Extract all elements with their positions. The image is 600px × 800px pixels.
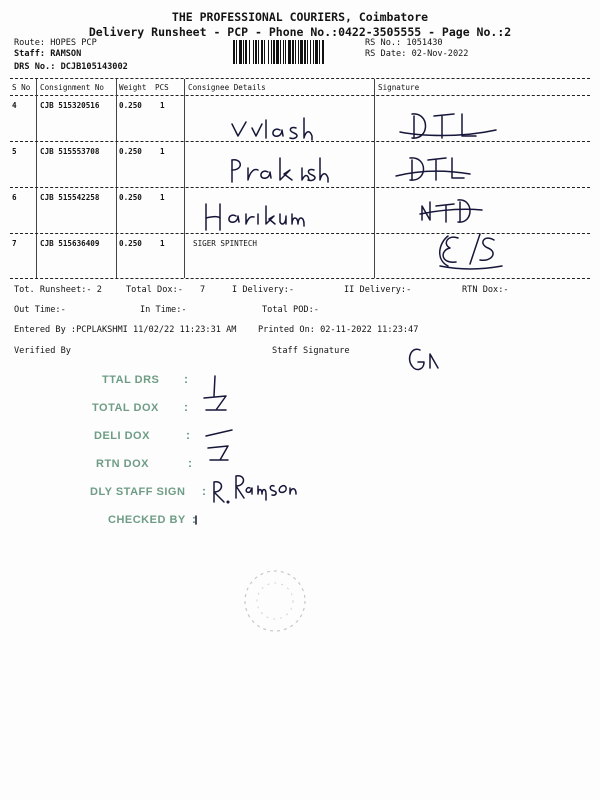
col-header-weight: Weight (119, 83, 147, 92)
stamp-value-total-dox (204, 396, 226, 410)
row-sno: 7 (12, 239, 17, 248)
row-sno: 6 (12, 193, 17, 202)
row-weight: 0.250 (119, 147, 142, 156)
out-time: Out Time:- (14, 305, 66, 315)
total-runsheet: Tot. Runsheet:- 2 (14, 285, 102, 295)
rs-date: RS Date: 02-Nov-2022 (365, 49, 469, 59)
ii-delivery: II Delivery:- (344, 285, 412, 295)
stamp-label-staff-sign: DLY STAFF SIGN (90, 486, 186, 498)
rtn-dox: RTN Dox:- (462, 285, 509, 295)
stamp-label-total-dox: TOTAL DOX (92, 402, 159, 414)
total-dox-value: 7 (200, 285, 206, 295)
col-header-consignment: Consignment No (40, 83, 105, 92)
staff-label: Staff: RAMSON (14, 49, 82, 59)
row-pcs: 1 (160, 239, 165, 248)
drs-number: DRS No.: DCJB105143002 (14, 62, 128, 72)
row-pcs: 1 (160, 193, 165, 202)
row-sno: 5 (12, 147, 17, 156)
verified-by: Verified By (14, 346, 71, 356)
total-dox-label: Total Dox:- (126, 285, 183, 295)
col-header-pcs: PCS (155, 83, 169, 92)
document-title: THE PROFESSIONAL COURIERS, Coimbatore (171, 10, 429, 24)
row-consignee: SIGER SPINTECH (193, 239, 258, 248)
row-weight: 0.250 (119, 239, 142, 248)
stamp-label-checked-by: CHECKED BY (108, 514, 186, 526)
row-consignment: CJB 515553708 (40, 147, 100, 156)
row-consignment: CJB 515636409 (40, 239, 100, 248)
row-sno: 4 (12, 101, 17, 110)
staff-signature-label: Staff Signature (272, 346, 350, 356)
total-pod: Total POD:- (262, 305, 319, 315)
in-time: In Time:- (140, 305, 187, 315)
row-pcs: 1 (160, 147, 165, 156)
i-delivery: I Delivery:- (232, 285, 295, 295)
stamp-value-staff-signature (214, 476, 296, 503)
rs-number: RS No.: 1051430 (365, 38, 443, 48)
stamp-value-rtn-dox (208, 446, 228, 460)
stamp-label-total-drs: TTAL DRS (102, 374, 160, 386)
stamp-label-rtn-dox: RTN DOX (96, 458, 149, 470)
document-subtitle: Delivery Runsheet - PCP - Phone No.:0422-3505555 - Page No.:2 (88, 25, 512, 39)
col-header-sno: S No (12, 83, 31, 92)
stamp-value-total-drs (214, 376, 215, 396)
entered-by: Entered By :PCPLAKSHMI 11/02/22 11:23:31 AM (14, 325, 237, 335)
row-pcs: 1 (160, 101, 165, 110)
delivery-stamp: TTAL DRS TOTAL DOX DELI DOX RTN DOX DLY STAFF SIGN CHECKED BY : : : : : : (90, 372, 206, 526)
row-consignment: CJB 515320516 (40, 101, 100, 110)
row-weight: 0.250 (119, 193, 142, 202)
col-header-signature: Signature (378, 83, 420, 92)
stamp-label-deli-dox: DELI DOX (94, 430, 150, 442)
row-weight: 0.250 (119, 101, 142, 110)
printed-on: Printed On: 02-11-2022 11:23:47 (258, 325, 419, 335)
col-header-consignee: Consignee Details (188, 83, 266, 92)
faded-seal (240, 566, 310, 636)
route-label: Route: HOPES PCP (14, 38, 97, 48)
stamp-value-deli-dox (206, 430, 232, 436)
row-consignment: CJB 515542258 (40, 193, 100, 202)
